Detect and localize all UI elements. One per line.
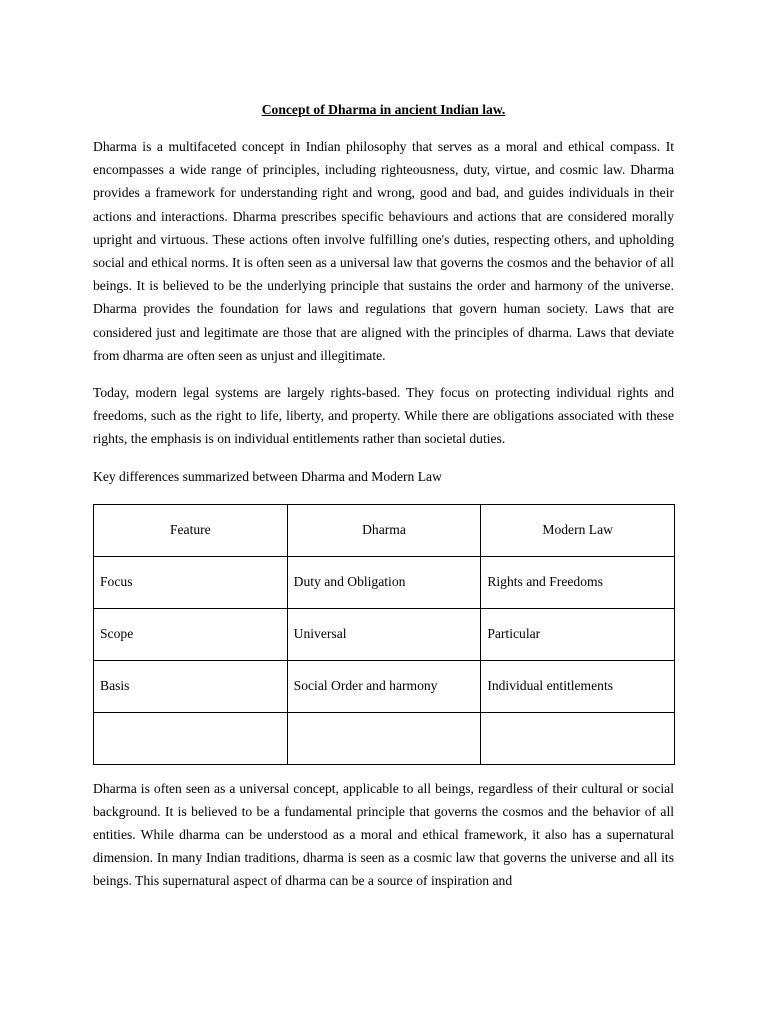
table-cell: Particular <box>481 608 675 660</box>
table-cell: Focus <box>94 556 288 608</box>
table-cell <box>287 712 481 764</box>
paragraph-2: Today, modern legal systems are largely rights-based. They focus on protecting individual rights and freedoms, such as the right to life, liberty, and property. While there are obligations associated with these rights, the emphasis is on individual entitlements rather than societal duties. <box>93 385 674 447</box>
header-cell-dharma: Dharma <box>287 504 481 556</box>
table-cell: Scope <box>94 608 288 660</box>
table-row <box>94 556 675 608</box>
table-cell: Basis <box>94 660 288 712</box>
table-cell: Duty and Obligation <box>287 556 481 608</box>
comparison-table <box>93 504 675 765</box>
table-cell: Rights and Freedoms <box>481 556 675 608</box>
table-row <box>94 608 675 660</box>
header-cell-modern-law: Modern Law <box>481 504 675 556</box>
table-cell <box>94 712 288 764</box>
table-row-empty <box>94 712 675 764</box>
paragraph-3: Dharma is often seen as a universal concept, applicable to all beings, regardless of their cultural or social background. It is believed to be a fundamental principle that governs the cosmos and the behavior of all entities. While dharma can be understood as a moral and ethical framework, it also has a supernatural dimension. In many Indian traditions, dharma is seen as a cosmic law that governs the universe and all its beings. This supernatural aspect of dharma can be a source of inspiration and <box>93 780 674 889</box>
table-cell: Universal <box>287 608 481 660</box>
document-page <box>93 98 674 893</box>
table-cell: Individual entitlements <box>481 660 675 712</box>
header-cell-feature: Feature <box>94 504 288 556</box>
table-caption: Key differences summarized between Dharma and Modern Law <box>93 468 442 484</box>
table-header-row <box>94 504 675 556</box>
table-cell: Social Order and harmony <box>287 660 481 712</box>
document-title: Concept of Dharma in ancient Indian law. <box>261 102 506 117</box>
table-row <box>94 660 675 712</box>
table-cell <box>481 712 675 764</box>
paragraph-1: Dharma is a multifaceted concept in Indian philosophy that serves as a moral and ethical compass. It encompasses a wide range of principles, including righteousness, duty, virtue, and cosmic law. Dharma provides a framework for understanding right and wrong, good and bad, and guides individuals in their actions and interactions. Dharma prescribes specific behaviours and actions that are considered morally upright and virtuous. These actions often involve fulfilling one's duties, respecting others, and upholding social and ethical norms. It is often seen as a universal law that governs the cosmos and the behavior of all beings. It is believed to be the underlying principle that sustains the order and harmony of the universe. Dharma provides the foundation for laws and regulations that govern human society. Laws that are considered just and legitimate are those that are aligned with the principles of dharma. Laws that deviate from dharma are often seen as unjust and illegitimate. <box>93 139 674 363</box>
